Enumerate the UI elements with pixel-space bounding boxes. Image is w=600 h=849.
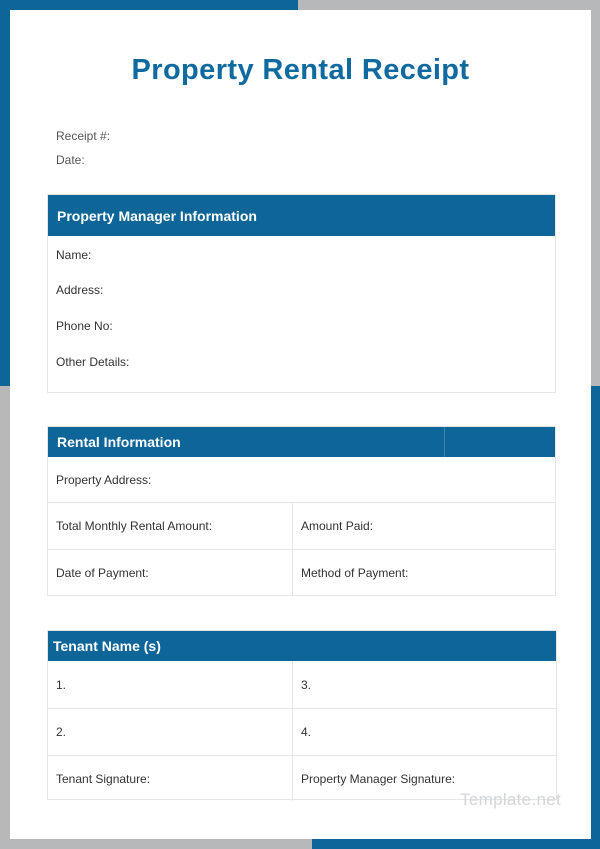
tenant-section-header: Tenant Name (s) <box>48 631 556 661</box>
rental-section <box>47 426 556 596</box>
date-of-payment-field: Date of Payment: <box>48 550 293 596</box>
rental-row-payment <box>48 550 555 596</box>
method-of-payment-field: Method of Payment: <box>301 566 409 580</box>
property-address-field: Property Address: <box>48 457 555 503</box>
rental-section-header <box>48 427 555 457</box>
tenant-row-2 <box>48 709 556 756</box>
total-monthly-rent-field: Total Monthly Rental Amount: <box>48 503 293 549</box>
tenant-name-3: 3. <box>301 677 312 692</box>
manager-section <box>47 194 556 393</box>
tenant-name-2: 2. <box>48 709 293 755</box>
header-divider <box>444 427 445 457</box>
rental-section-title: Rental Information <box>57 434 181 450</box>
manager-address-field: Address: <box>56 283 104 297</box>
manager-name-field: Name: <box>56 248 92 262</box>
rental-row-amounts <box>48 503 555 550</box>
page-title: Property Rental Receipt <box>131 54 470 86</box>
tenant-section <box>47 630 557 800</box>
watermark: Template.net <box>460 790 561 809</box>
manager-phone-field: Phone No: <box>56 319 113 333</box>
receipt-number-label: Receipt #: <box>56 129 111 143</box>
manager-other-details-field: Other Details: <box>56 355 130 369</box>
date-label: Date: <box>56 153 85 167</box>
manager-signature-field: Property Manager Signature: <box>301 771 456 786</box>
tenant-name-4: 4. <box>301 725 312 739</box>
tenant-row-1 <box>48 661 556 709</box>
tenant-name-1: 1. <box>48 661 293 708</box>
amount-paid-field: Amount Paid: <box>301 519 374 533</box>
receipt-paper <box>10 10 591 839</box>
manager-section-header: Property Manager Information <box>48 195 555 236</box>
tenant-signature-field: Tenant Signature: <box>48 756 293 801</box>
